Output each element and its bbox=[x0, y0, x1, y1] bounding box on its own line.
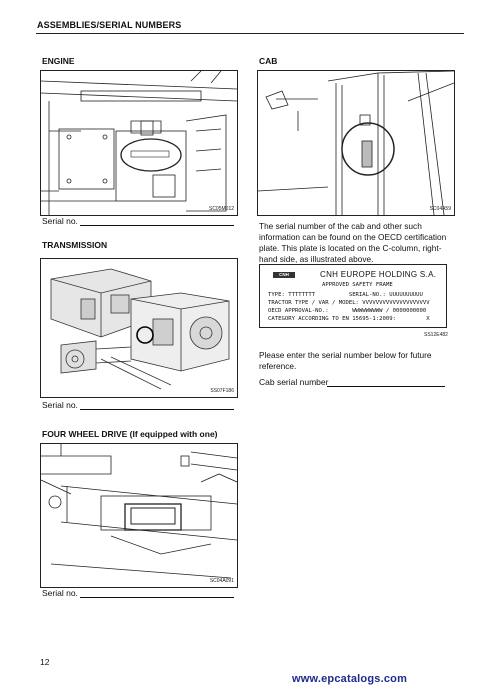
cab-figure-code: SC04A59 bbox=[429, 206, 451, 212]
four-wheel-drive-figure-code: SC04A091 bbox=[209, 578, 234, 584]
four-wheel-drive-illustration bbox=[40, 443, 238, 588]
oecd-certification-plate bbox=[259, 264, 447, 328]
cab-description: The serial number of the cab and other such information can be found on the OECD certification plate. This plate is located on the C-column, right-hand side, as illustrated above. bbox=[259, 221, 447, 264]
transmission-serial-input[interactable] bbox=[80, 409, 234, 410]
cab-illustration bbox=[257, 70, 455, 216]
engine-illustration bbox=[40, 70, 238, 216]
transmission-illustration bbox=[40, 258, 238, 398]
plate-model-line: TRACTOR TYPE / VAR / MODEL: VVVVVVVVVVVVVVVVVVVV bbox=[268, 300, 430, 306]
plate-approval-line: OECD APPROVAL-NO.: WWWWWWWWW / 0000000000 bbox=[268, 308, 427, 314]
transmission-serial-label: Serial no. bbox=[42, 400, 78, 410]
header-divider bbox=[36, 33, 464, 34]
cab-serial-label: Cab serial number bbox=[259, 377, 329, 387]
engine-serial-label: Serial no. bbox=[42, 216, 78, 226]
page-header-title: ASSEMBLIES/SERIAL NUMBERS bbox=[37, 20, 182, 30]
site-watermark: www.epcatalogs.com bbox=[292, 673, 408, 685]
engine-drawing bbox=[41, 71, 237, 215]
plate-figure-code: SS12E482 bbox=[424, 332, 448, 338]
four-wheel-drive-serial-label: Serial no. bbox=[42, 588, 78, 598]
plate-company-name: CNH EUROPE HOLDING S.A. bbox=[320, 270, 437, 279]
cab-serial-input[interactable] bbox=[327, 386, 445, 387]
engine-serial-input[interactable] bbox=[80, 225, 234, 226]
engine-section-label: ENGINE bbox=[42, 56, 75, 66]
page-number: 12 bbox=[40, 657, 50, 667]
four-wheel-drive-section-label: FOUR WHEEL DRIVE (If equipped with one) bbox=[42, 429, 218, 439]
cab-section-label: CAB bbox=[259, 56, 278, 66]
plate-category-line: CATEGORY ACCORDING TO EN 15695-1:2009: X bbox=[268, 316, 430, 322]
transmission-section-label: TRANSMISSION bbox=[42, 240, 108, 250]
cab-drawing bbox=[258, 71, 454, 215]
plate-type-line: TYPE: TTTTTTTT SERIAL-NO.: UUUUUUUUUU bbox=[268, 292, 423, 298]
cab-instruction: Please enter the serial number below for future reference. bbox=[259, 350, 432, 371]
transmission-figure-code: SS07F186 bbox=[210, 388, 234, 394]
cnh-logo: CNH bbox=[273, 272, 295, 278]
plate-subtitle: APPROVED SAFETY FRAME bbox=[322, 282, 393, 288]
four-wheel-drive-serial-input[interactable] bbox=[80, 597, 234, 598]
engine-figure-code: SC05M012 bbox=[208, 206, 234, 212]
four-wheel-drive-drawing bbox=[41, 444, 237, 587]
transmission-drawing bbox=[41, 259, 237, 397]
